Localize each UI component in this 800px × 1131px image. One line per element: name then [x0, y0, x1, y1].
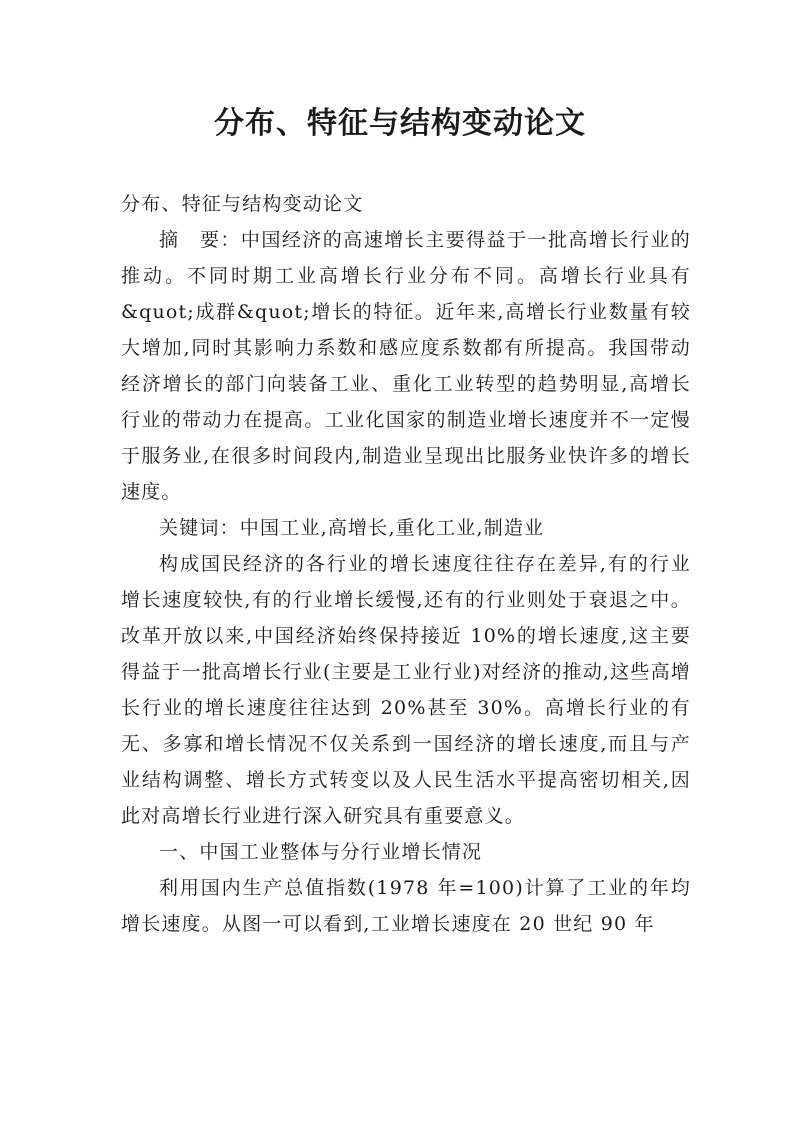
document-body	[121, 186, 691, 942]
section-paragraph: 利用国内生产总值指数(1978 年=100)计算了工业的年均增长速度。从图一可以看到,工业增长速度在 20 世纪 90 年	[121, 877, 691, 935]
abstract-paragraph: 摘 要：中国经济的高速增长主要得益于一批高增长行业的推动。不同时期工业高增长行业分布不同。高增长行业具有&quot;成群&quot;增长的特征。近年来,高增长行业数量有较大增加,同时其影响力系数和感应度系数都有所提高。我国带动经济增长的部门向装备工业、重化工业转型的趋势明显,高增长行业的带动力在提高。工业化国家的制造业增长速度并不一定慢于服务业,在很多时间段内,制造业呈现出比服务业快许多的增长速度。	[121, 229, 691, 503]
document-subtitle: 分布、特征与结构变动论文	[121, 193, 364, 215]
section-heading: 一、中国工业整体与分行业增长情况	[159, 841, 483, 863]
document-title: 分布、特征与结构变动论文	[214, 106, 586, 141]
keywords-paragraph: 关键词：中国工业,高增长,重化工业,制造业	[159, 517, 545, 539]
intro-paragraph: 构成国民经济的各行业的增长速度往往存在差异,有的行业增长速度较快,有的行业增长缓慢,还有的行业则处于衰退之中。改革开放以来,中国经济始终保持接近 10%的增长速度,这主要得益于一批高增长行业(主要是工业行业)对经济的推动,这些高增长行业的增长速度往往达到 20%甚至 30%。高增长行业的有无、多寡和增长情况不仅关系到一国经济的增长速度,而且与产业结构调整、增长方式转变以及人民生活水平提高密切相关,因此对高增长行业进行深入研究具有重要意义。	[121, 553, 691, 827]
